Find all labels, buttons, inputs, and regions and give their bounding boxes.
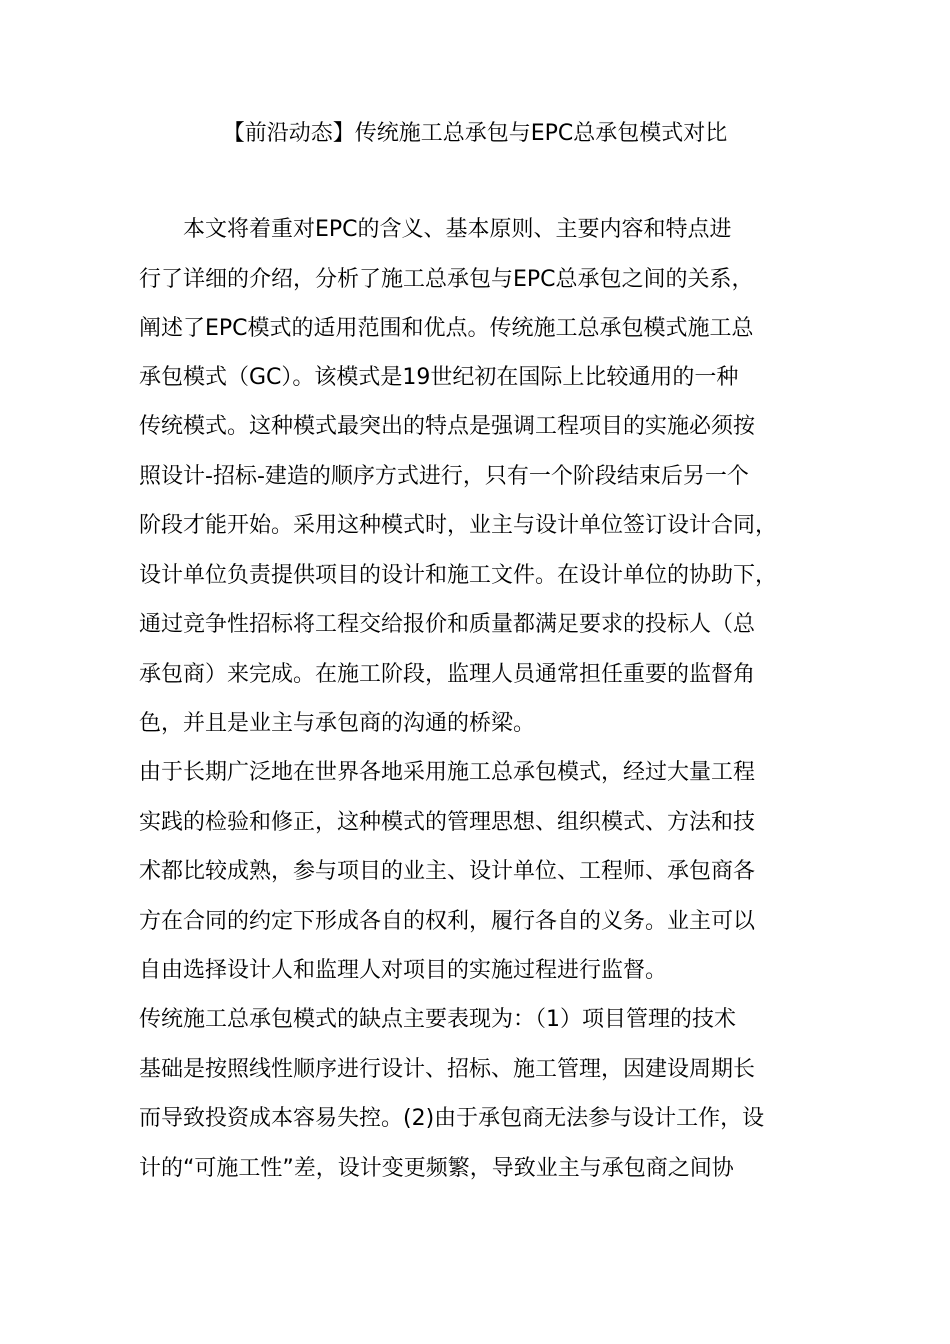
paragraph-line: 本文将着重对EPC的含义、基本原则、主要内容和特点进: [139, 217, 732, 242]
paragraph-line: 基础是按照线性顺序进行设计、招标、施工管理，因建设周期长: [139, 1057, 756, 1082]
paragraph-line: 照设计-招标-建造的顺序方式进行，只有一个阶段结束后另一个: [139, 464, 749, 489]
paragraph-line: 方在合同的约定下形成各自的权利，履行各自的义务。业主可以: [139, 909, 756, 934]
paragraph-line: 承包模式（GC）。该模式是19世纪初在国际上比较通用的一种: [139, 365, 739, 390]
paragraph-line: 阶段才能开始。采用这种模式时，业主与设计单位签订设计合同，: [139, 513, 778, 538]
paragraph-line: 承包商）来完成。在施工阶段，监理人员通常担任重要的监督角: [139, 662, 756, 687]
paragraph-line: 设计单位负责提供项目的设计和施工文件。在设计单位的协助下，: [139, 563, 778, 588]
paragraph-line: 自由选择设计人和监理人对项目的实施过程进行监督。: [139, 958, 668, 983]
paragraph-line: 由于长期广泛地在世界各地采用施工总承包模式，经过大量工程: [139, 760, 756, 785]
paragraph-line: 色，并且是业主与承包商的沟通的桥梁。: [139, 711, 536, 736]
paragraph-line: 术都比较成熟，参与项目的业主、设计单位、工程师、承包商各: [139, 859, 756, 884]
paragraph-line: 计的“可施工性”差，设计变更频繁，导致业主与承包商之间协: [139, 1156, 734, 1181]
paragraph-line: 而导致投资成本容易失控。(2)由于承包商无法参与设计工作，设: [139, 1106, 765, 1131]
paragraph-line: 实践的检验和修正，这种模式的管理思想、组织模式、方法和技: [139, 810, 756, 835]
paragraph-line: 传统施工总承包模式的缺点主要表现为：（1）项目管理的技术: [139, 1007, 736, 1032]
paragraph-line: 行了详细的介绍，分析了施工总承包与EPC总承包之间的关系，: [139, 267, 754, 292]
page-title: 【前沿动态】传统施工总承包与EPC总承包模式对比: [222, 121, 728, 146]
paragraph-line: 阐述了EPC模式的适用范围和优点。传统施工总承包模式施工总: [139, 316, 754, 341]
paragraph-line: 通过竞争性招标将工程交给报价和质量都满足要求的投标人（总: [139, 612, 756, 637]
paragraph-line: 传统模式。这种模式最突出的特点是强调工程项目的实施必须按: [139, 414, 756, 439]
